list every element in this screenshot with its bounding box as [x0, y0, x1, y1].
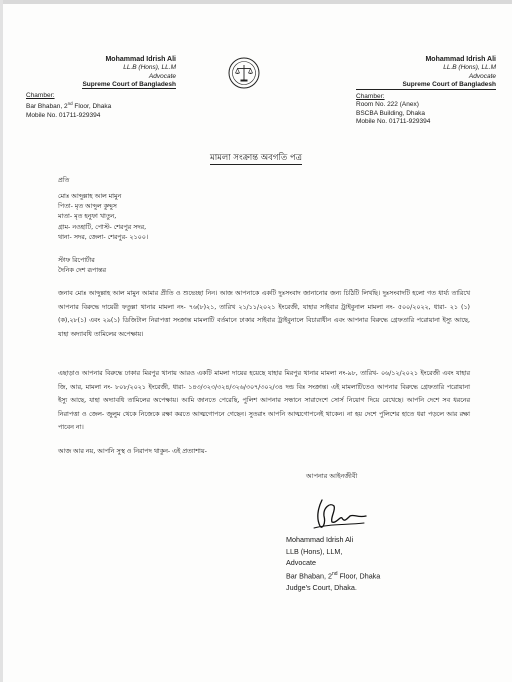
chamber-address — [26, 100, 176, 111]
recipient-line: মোঃ আব্দুল্লাহ আল মামুন — [58, 193, 122, 200]
mobile-number-right: Mobile No. 01711-929394 — [356, 118, 431, 126]
signatory-name: Mohammad Idrish Ali — [286, 535, 354, 544]
lawyer-name: Mohammad Idrish Ali — [105, 56, 176, 63]
sig-address-prefix: Bar Bhaban, 2 — [286, 571, 332, 581]
paragraph-1: জনাব মোঃ আব্দুল্লাহ আল মামুন আমার প্রীতি ও শুভেচ্ছা নিন। আজ আপনাকে একটি দুঃসংবাদ জানানোর জন্য চিঠিটি লিখছি। দুঃসংবাদটি হলো গত ধার্য্য তারিখে আপনার বিরুদ্ধে দায়েরী ফতুল্লা থানার মামলা নং- ৭৬(৮)২১, তারিখ ২১/১১/২০২১ ইংরেজী, যাহার সাইবার ট্রাইবুনাল মামলা নং- ৫০০/২০২২, ধারা- ২১ (১)(ক),২৮(১) এবং ২৯(১) ডিজিটাল নিরাপত্তা সংক্রান্ত মামলাটি বর্তমানে ঢাকার সাইবার ট্রাইবুনালে বিচারাধীন এবং আপনার বিরুদ্ধে গ্রেফতারি পরোয়ানা ইস্যু আছে, যাহা অদ্যাবধি তামিলের অপেক্ষায়। — [58, 290, 470, 338]
bar-association-seal — [228, 56, 260, 90]
signatory-address — [286, 569, 380, 582]
signature-block — [286, 534, 380, 594]
address-suffix: Floor, Dhaka — [72, 103, 112, 111]
letter-title-text: মামলা সংক্রান্ত অবগতি পত্র — [209, 153, 302, 163]
court-name — [26, 81, 176, 89]
paragraph-2: এছাড়াও আপনার বিরুদ্ধে ঢাকার মিরপুর থানায় আরও একটি মামলা দায়ের হয়েছে যাহার মিরপুর থানার মামলা নং-৯৮, তারিখ- ০৬/১২/২০২১ ইংরেজী এবং যাহার জি, আর, মামলা নং- ৮০৮/২০২১ ইংরেজী, ধারা- ১৪৩/৩২৩/৩২৪/৩২৬/৩০৭/৩০২/৩৪ দন্ড বিঃ সংক্রান্ত। এই মামলাটিতেও আপনার বিরুদ্ধে গ্রেফতারি পরোয়ানা ইস্যু আছে, যাহা অদ্যাবধি তামিলের অপেক্ষায়। আমি জানতে পেরেছি, পুলিশ আপনার সন্ধানে সারাদেশে সোর্স নিয়োগ দিয়ে রেখেছে। আপনি দেশে সব ধরনের নিরাপত্তা ও জেল- জুলুম থেকে নিজেকে রক্ষা করতে আত্মগোপনে গেছেন। সুতরাং আপনি আত্মগোপনেই থাকেন। না হয় দেশে পুলিশের হাতে ধরা পড়লে আর রক্ষা পাবেন না। — [58, 370, 470, 432]
lawyer-role: Advocate — [148, 72, 176, 80]
lawyer-name-right: Mohammad Idrish Ali — [425, 56, 496, 63]
letterhead-left — [26, 56, 176, 120]
paragraph-3: আজ আর নয়, আপনি সুস্থ ও নিরাপদ থাকুন- এই প্রত্যাশায়- — [58, 448, 207, 455]
lawyer-degree: LL.B (Hons), LL.M — [123, 64, 176, 72]
sig-address-suffix: Floor, Dhaka — [337, 571, 381, 581]
recipient-line: গ্রাম- নওহাটি, পোস্ট- শেরপুর সদর, — [58, 223, 147, 231]
court-name-text: Supreme Court of Bangladesh — [82, 80, 176, 88]
recipient-line: মাতা- মৃত হনুফা খাতুন, — [58, 213, 117, 221]
signatory-court: Judge's Court, Dhaka. — [286, 583, 357, 593]
letter-title — [0, 151, 512, 165]
chamber-label-right: Chamber: — [356, 93, 385, 101]
address-prefix: Bar Bhaban, 2 — [26, 103, 68, 111]
lawyer-role-right: Advocate — [468, 72, 496, 80]
mobile-number: Mobile No. 01711-929394 — [26, 111, 101, 119]
chamber-building: BSCBA Building, Dhaka — [356, 109, 426, 117]
sig-address-sup: nd — [331, 571, 338, 578]
chamber-label: Chamber: — [26, 92, 55, 100]
recipient-address — [58, 192, 148, 243]
recipient-line: পিতা- মৃত আব্দুল কুদ্দুস — [58, 203, 117, 211]
address-sup: nd — [67, 101, 73, 107]
signatory-degree: LLB (Hons), LLM, — [286, 546, 343, 556]
chamber-room: Room No. 222 (Anex) — [356, 101, 419, 109]
closing-text: আপনার আইনজীবী — [306, 472, 358, 480]
copy-to — [58, 256, 106, 276]
lawyer-degree-right: LL.B (Hons), LL.M — [443, 64, 496, 72]
signatory-role: Advocate — [286, 558, 316, 568]
letterhead-right — [356, 56, 496, 126]
cc-line: দৈনিক দেশ রূপান্তর — [58, 267, 106, 275]
to-label: প্রতি — [58, 177, 70, 184]
handwritten-signature — [308, 494, 372, 534]
scan-edge-left — [0, 0, 3, 682]
court-name-right: Supreme Court of Bangladesh — [356, 81, 496, 90]
cc-line: স্টাফ রিপোর্টার — [58, 257, 95, 264]
scan-edge-top — [0, 0, 512, 4]
recipient-line: থানা- সদর, জেলা- শেরপুর- ২১০০। — [58, 233, 149, 241]
